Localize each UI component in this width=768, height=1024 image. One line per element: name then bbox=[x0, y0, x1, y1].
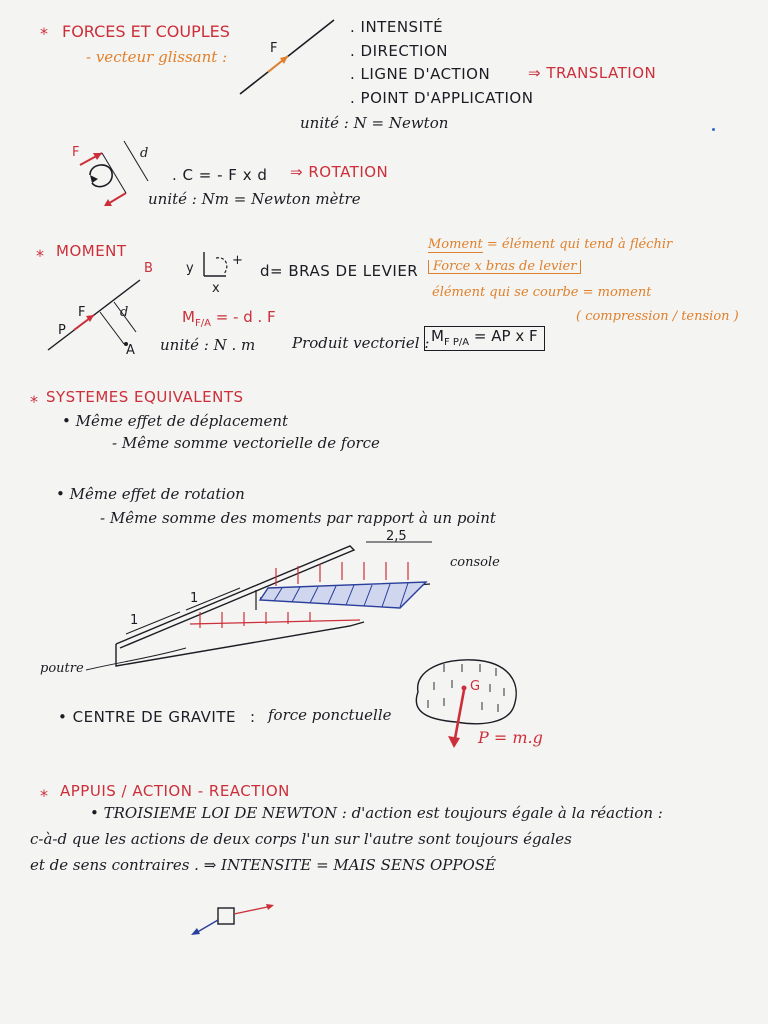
forces-bullet: * bbox=[40, 24, 48, 43]
moment-unit: unité : N . m bbox=[160, 336, 256, 354]
beam-dim-1b: 1 bbox=[190, 591, 199, 606]
moment-d-label: d bbox=[120, 305, 129, 320]
gravity-point-force: force ponctuelle bbox=[268, 706, 392, 724]
axis-x-label: x bbox=[212, 281, 220, 296]
moment-def-line1 bbox=[428, 238, 672, 251]
couple-d-label: d bbox=[140, 146, 149, 161]
moment-formula-rest: = - d . F bbox=[215, 308, 276, 326]
vp-sub: F P/A bbox=[443, 337, 470, 348]
systems-title: SYSTEMES EQUIVALENTS bbox=[46, 388, 244, 406]
systems-item1-sub: - Même somme vectorielle de force bbox=[112, 434, 380, 452]
sliding-vector-label: - vecteur glissant : bbox=[86, 48, 228, 66]
vector-product-formula bbox=[424, 326, 545, 351]
newton-unit: unité : N = Newton bbox=[300, 114, 449, 132]
moment-point-f: F bbox=[78, 305, 86, 320]
systems-bullet: * bbox=[30, 392, 38, 411]
gravity-colon: : bbox=[250, 708, 256, 726]
ink-dot bbox=[712, 128, 715, 131]
vector-f-label: F bbox=[270, 41, 278, 56]
beam-dim-1a: 1 bbox=[130, 613, 139, 628]
moment-bullet: * bbox=[36, 246, 44, 265]
gravity-g-label: G bbox=[470, 679, 481, 694]
moment-def-line2: Force x bras de levier bbox=[428, 260, 581, 274]
prop-direction: . DIRECTION bbox=[350, 42, 448, 60]
gravity-centre-label: • CENTRE DE GRAVITE bbox=[58, 708, 236, 726]
systems-item2-sub: - Même somme des moments par rapport à un point bbox=[100, 509, 496, 527]
console-dimension: 2,5 bbox=[386, 529, 407, 544]
moment-def-word: Moment bbox=[428, 237, 483, 252]
newton-third-law-line1: • TROISIEME LOI DE NEWTON : d'action est toujours égale à la réaction : bbox=[90, 804, 663, 822]
action-reaction-figure bbox=[188, 898, 288, 942]
weight-formula: P = m.g bbox=[478, 728, 543, 747]
prop-point-of-application: . POINT D'APPLICATION bbox=[350, 89, 534, 107]
translation-arrow: ⇒ TRANSLATION bbox=[528, 64, 657, 82]
axis-y-label: y bbox=[186, 261, 194, 276]
couple-f-label: F bbox=[72, 145, 80, 160]
vp-m: M bbox=[431, 327, 444, 345]
support-bullet: * bbox=[40, 786, 48, 805]
moment-formula-sub: F/A bbox=[194, 318, 211, 329]
console-label: console bbox=[450, 555, 500, 570]
moment-title: MOMENT bbox=[56, 242, 127, 260]
support-title: APPUIS / ACTION - REACTION bbox=[60, 782, 290, 800]
couple-formula: . C = - F x d bbox=[172, 166, 268, 184]
systems-item2: • Même effet de rotation bbox=[56, 485, 245, 503]
moment-formula-m: M bbox=[182, 308, 195, 326]
axis-plus-label: + bbox=[232, 253, 243, 268]
moment-def-rest: = élément qui tend à fléchir bbox=[486, 237, 673, 252]
newton-metre-unit: unité : Nm = Newton mètre bbox=[148, 190, 361, 208]
moment-point-p: P bbox=[58, 323, 66, 338]
newton-third-law-line2: c-à-d que les actions de deux corps l'un sur l'autre sont toujours égales bbox=[30, 830, 572, 848]
moment-point-a: A bbox=[126, 343, 135, 358]
sliding-vector-figure bbox=[238, 18, 338, 98]
rotation-arrow: ⇒ ROTATION bbox=[290, 163, 389, 181]
vector-product-label: Produit vectoriel : bbox=[292, 334, 430, 352]
forces-title: FORCES ET COUPLES bbox=[62, 22, 230, 41]
vp-rest: = AP x F bbox=[473, 327, 538, 345]
moment-formula bbox=[182, 310, 276, 329]
lever-arm-label: d= BRAS DE LEVIER bbox=[260, 262, 419, 280]
moment-def-line3: élément qui se courbe = moment bbox=[432, 285, 652, 300]
moment-point-b: B bbox=[144, 261, 153, 276]
systems-item1: • Même effet de déplacement bbox=[62, 412, 289, 430]
newton-third-law-line3: et de sens contraires . ⇒ INTENSITE = MAIS SENS OPPOSÉ bbox=[30, 856, 496, 874]
poutre-label: poutre bbox=[40, 661, 84, 676]
moment-def-line4: ( compression / tension ) bbox=[576, 309, 739, 324]
prop-line-of-action: . LIGNE D'ACTION bbox=[350, 65, 491, 83]
prop-intensity: . INTENSITÉ bbox=[350, 18, 444, 36]
